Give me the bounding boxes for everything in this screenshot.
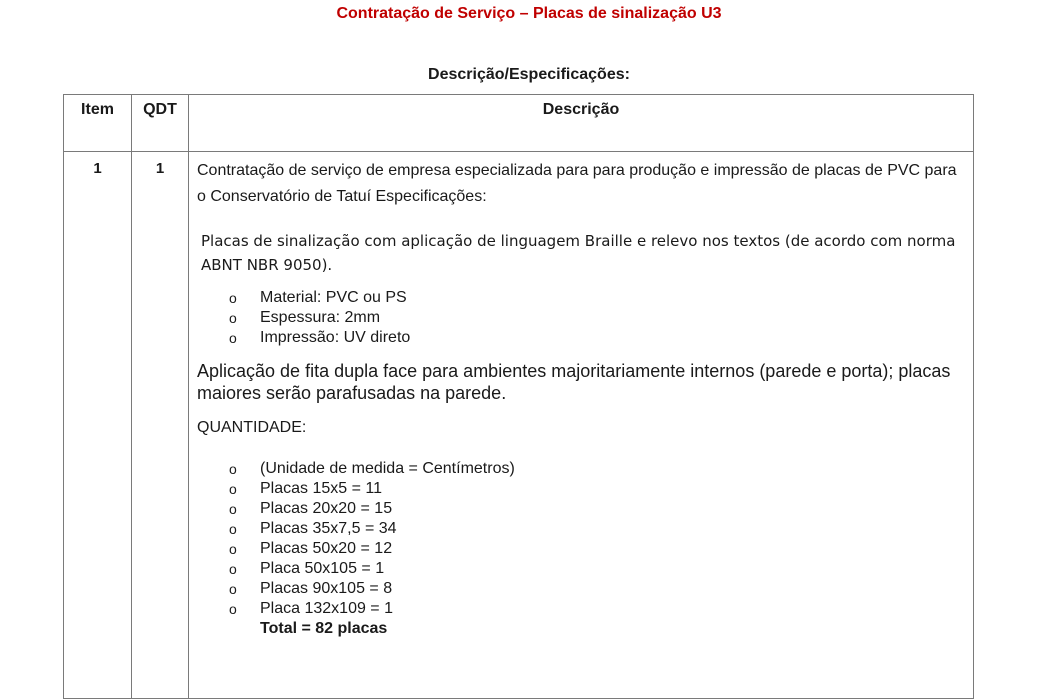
list-item: o (Unidade de medida = Centímetros): [197, 459, 959, 479]
intro-paragraph: Contratação de serviço de empresa especializada para para produção e impressão de placas de PVC para o Conservatório de Tatuí Especificações:: [197, 162, 957, 205]
bullet-icon: o: [229, 581, 237, 597]
column-header-qdt: QDT: [132, 95, 189, 152]
specification-table: [63, 94, 974, 699]
item-number-cell: 1: [64, 152, 132, 699]
list-item: o Material: PVC ou PS: [197, 288, 959, 308]
bullet-icon: o: [229, 521, 237, 537]
description-cell: [189, 152, 974, 699]
bullet-icon: o: [229, 461, 237, 477]
list-item: o Espessura: 2mm: [197, 308, 959, 328]
table-row: [64, 152, 974, 699]
table-header-row: [64, 95, 974, 152]
total-line: Total = 82 placas: [260, 620, 388, 637]
list-item: o Placa 132x109 = 1: [197, 599, 959, 619]
list-item: o Impressão: UV direto: [197, 328, 959, 348]
list-item: o Placas 90x105 = 8: [197, 579, 959, 599]
specs-list: [197, 288, 959, 348]
bullet-icon: o: [229, 601, 237, 617]
list-item: o Placas 50x20 = 12: [197, 539, 959, 559]
application-paragraph: Aplicação de fita dupla face para ambientes majoritariamente internos (parede e porta); placas maiores serão parafusadas na parede.: [197, 361, 951, 403]
list-item: o Placas 15x5 = 11: [197, 479, 959, 499]
quantities-list: [197, 459, 959, 619]
braille-paragraph: Placas de sinalização com aplicação de linguagem Braille e relevo nos textos (de acordo com norma ABNT NBR 9050).: [201, 232, 956, 274]
bullet-icon: o: [229, 501, 237, 517]
quantity-cell: 1: [132, 152, 189, 699]
bullet-icon: o: [229, 330, 237, 346]
list-item: o Placas 20x20 = 15: [197, 499, 959, 519]
section-subtitle: Descrição/Especificações:: [428, 66, 630, 83]
bullet-icon: o: [229, 541, 237, 557]
bullet-icon: o: [229, 481, 237, 497]
bullet-icon: o: [229, 310, 237, 326]
bullet-icon: o: [229, 561, 237, 577]
list-item: o Placa 50x105 = 1: [197, 559, 959, 579]
list-item: o Placas 35x7,5 = 34: [197, 519, 959, 539]
bullet-icon: o: [229, 290, 237, 306]
quantity-label: QUANTIDADE:: [197, 419, 307, 436]
document-title: Contratação de Serviço – Placas de sinalização U3: [336, 5, 722, 22]
column-header-item: Item: [64, 95, 132, 152]
column-header-description: Descrição: [189, 95, 974, 152]
